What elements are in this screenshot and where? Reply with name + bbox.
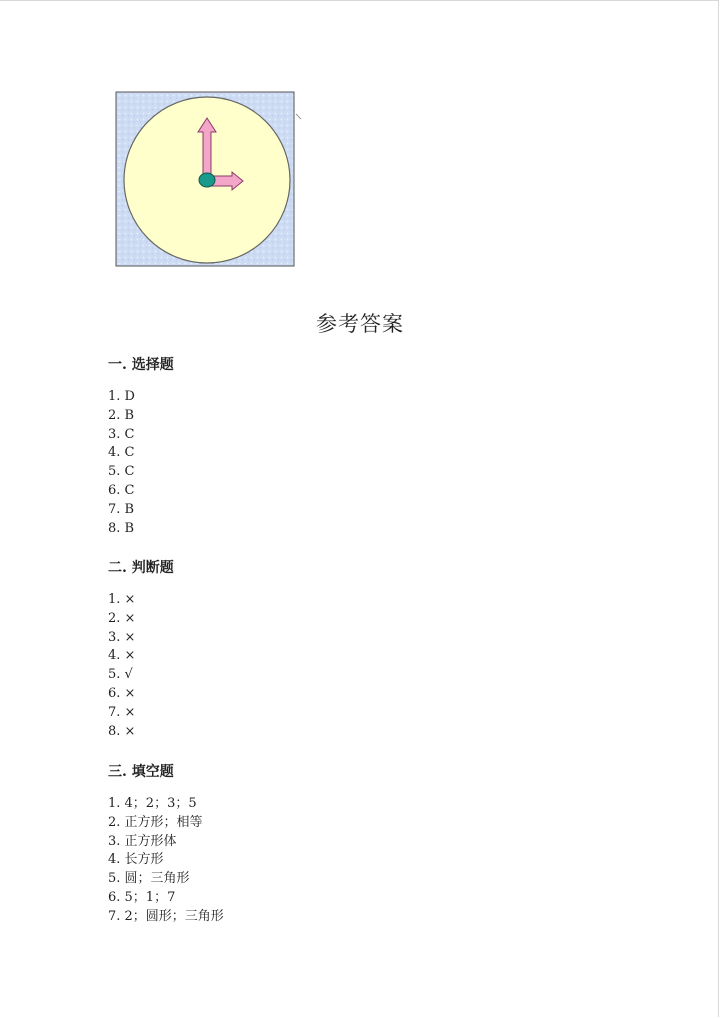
clock-pivot: [199, 173, 215, 187]
list-item: 3. ×: [108, 629, 136, 645]
section-heading-choice: 一. 选择题: [108, 357, 174, 373]
section-heading-fill-blank: 三. 填空题: [108, 764, 174, 780]
page-title: 参考答案: [316, 312, 404, 336]
list-item: 4. C: [108, 445, 135, 461]
list-item: 5. √: [108, 667, 133, 683]
list-item: 4. ×: [108, 648, 136, 664]
judgement-answer-list: [108, 591, 135, 741]
clock-illustration: [112, 88, 304, 270]
list-item: 4. 长方形: [108, 852, 164, 868]
list-item: 8. B: [108, 520, 135, 536]
list-item: 1. D: [108, 389, 135, 404]
list-item: 2. ×: [108, 610, 136, 626]
list-item: 2. B: [108, 407, 135, 423]
fill-blank-answer-list: [108, 795, 224, 927]
list-item: 8. ×: [108, 723, 136, 739]
list-item: 3. C: [108, 426, 135, 442]
list-item: 1. ×: [108, 592, 136, 607]
section-heading-judgement: 二. 判断题: [108, 560, 174, 576]
list-item: 1. 4；2；3；5: [108, 796, 197, 811]
list-item: 6. 5；1；7: [108, 889, 176, 905]
list-item: 6. ×: [108, 685, 136, 701]
list-item: 7. B: [108, 501, 135, 517]
choice-answer-list: [108, 388, 135, 538]
list-item: 7. 2；圆形；三角形: [108, 908, 224, 924]
list-item: 3. 正方形体: [108, 833, 177, 849]
list-item: 5. C: [108, 464, 135, 480]
list-item: 5. 圆；三角形: [108, 871, 190, 887]
list-item: 6. C: [108, 482, 135, 498]
list-item: 7. ×: [108, 704, 136, 720]
list-item: 2. 正方形；相等: [108, 814, 203, 830]
